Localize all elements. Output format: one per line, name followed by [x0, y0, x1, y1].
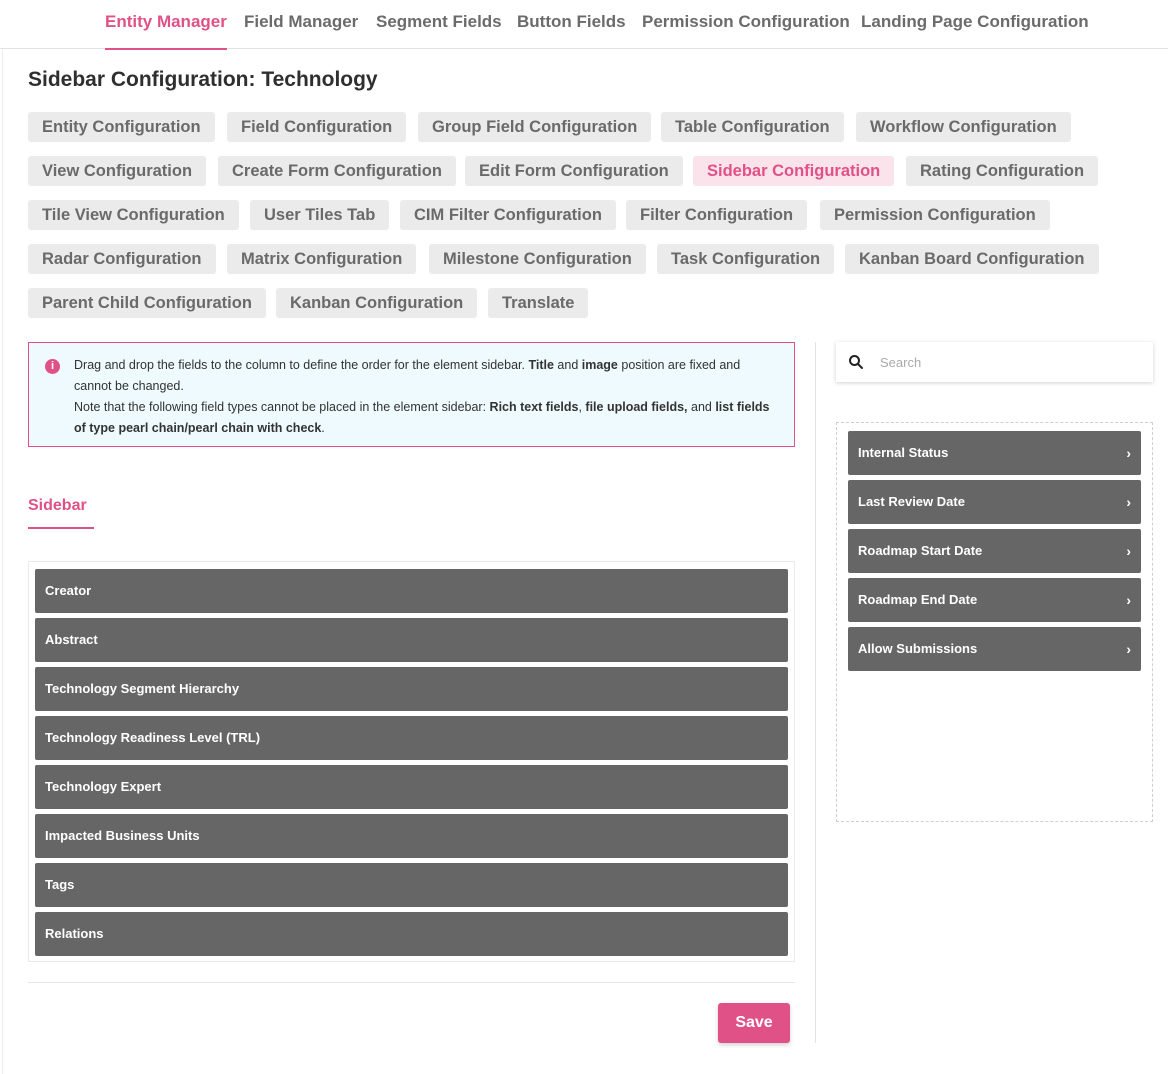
- chevron-right-icon: ›: [1126, 445, 1131, 461]
- sidebar-field-row-partial[interactable]: [35, 961, 788, 962]
- info-message: [28, 342, 795, 447]
- config-tab-sidebar-configuration[interactable]: Sidebar Configuration: [693, 156, 894, 186]
- info-text-segment: .: [321, 421, 325, 435]
- config-tab-user-tiles-tab[interactable]: User Tiles Tab: [250, 200, 389, 230]
- available-field-label: Internal Status: [858, 445, 949, 460]
- config-tab-tile-view-configuration[interactable]: Tile View Configuration: [28, 200, 239, 230]
- info-text-segment: Drag and drop the fields to the column to define the order for the element sidebar.: [74, 358, 529, 372]
- info-text-bold: Rich text fields: [489, 400, 579, 414]
- sidebar-field-row[interactable]: Technology Segment Hierarchy: [35, 667, 788, 711]
- info-text-bold: file upload fields,: [585, 400, 688, 414]
- available-field-row[interactable]: [848, 431, 1141, 475]
- info-text-segment: ,: [578, 400, 586, 414]
- info-text-bold: Title: [528, 358, 554, 372]
- config-tab-radar-configuration[interactable]: Radar Configuration: [28, 244, 216, 274]
- search-box: [836, 342, 1153, 382]
- config-tab-kanban-board-configuration[interactable]: Kanban Board Configuration: [845, 244, 1099, 274]
- search-icon: [848, 354, 864, 370]
- config-tab-workflow-configuration[interactable]: Workflow Configuration: [856, 112, 1071, 142]
- config-tab-view-configuration[interactable]: View Configuration: [28, 156, 206, 186]
- chevron-right-icon: ›: [1126, 592, 1131, 608]
- page-left-border: [2, 49, 3, 1074]
- sidebar-field-row[interactable]: Tags: [35, 863, 788, 907]
- available-field-row[interactable]: [848, 529, 1141, 573]
- info-text-segment: and: [553, 358, 582, 372]
- config-tab-edit-form-configuration[interactable]: Edit Form Configuration: [465, 156, 683, 186]
- info-text-segment: Note that the following field types cannot be placed in the element sidebar:: [74, 400, 490, 414]
- page-title: Sidebar Configuration: Technology: [28, 68, 378, 91]
- nav-tab-landing-page-configuration[interactable]: Landing Page Configuration: [861, 12, 1089, 31]
- nav-tab-segment-fields[interactable]: Segment Fields: [376, 12, 502, 31]
- chevron-right-icon: ›: [1126, 641, 1131, 657]
- chevron-right-icon: ›: [1126, 494, 1131, 510]
- config-tab-table-configuration[interactable]: Table Configuration: [661, 112, 844, 142]
- config-tab-cim-filter-configuration[interactable]: CIM Filter Configuration: [400, 200, 616, 230]
- sidebar-field-row[interactable]: Technology Readiness Level (TRL): [35, 716, 788, 760]
- sidebar-field-row[interactable]: Technology Expert: [35, 765, 788, 809]
- config-tab-parent-child-configuration[interactable]: Parent Child Configuration: [28, 288, 266, 318]
- sidebar-field-row[interactable]: Creator: [35, 569, 788, 613]
- sidebar-field-row[interactable]: Relations: [35, 912, 788, 956]
- sidebar-field-list: [28, 561, 795, 962]
- available-field-row[interactable]: [848, 480, 1141, 524]
- save-button[interactable]: Save: [718, 1003, 790, 1043]
- config-tab-task-configuration[interactable]: Task Configuration: [657, 244, 834, 274]
- config-tab-filter-configuration[interactable]: Filter Configuration: [626, 200, 807, 230]
- available-field-list: [836, 422, 1153, 822]
- nav-tab-button-fields[interactable]: Button Fields: [517, 12, 626, 31]
- config-tab-translate[interactable]: Translate: [488, 288, 588, 318]
- available-field-label: Last Review Date: [858, 494, 965, 509]
- divider: [28, 982, 795, 983]
- info-icon: i: [45, 359, 60, 374]
- nav-tab-permission-configuration[interactable]: Permission Configuration: [642, 12, 850, 31]
- config-tab-kanban-configuration[interactable]: Kanban Configuration: [276, 288, 477, 318]
- nav-tab-field-manager[interactable]: Field Manager: [244, 12, 359, 31]
- nav-tab-entity-manager[interactable]: Entity Manager: [105, 0, 227, 49]
- sidebar-field-row[interactable]: Abstract: [35, 618, 788, 662]
- available-field-label: Roadmap End Date: [858, 592, 978, 607]
- info-text-bold: image: [581, 358, 618, 372]
- config-tab-rating-configuration[interactable]: Rating Configuration: [906, 156, 1098, 186]
- top-navigation: [0, 0, 1168, 49]
- chevron-right-icon: ›: [1126, 543, 1131, 559]
- config-tab-permission-configuration[interactable]: Permission Configuration: [820, 200, 1050, 230]
- config-tab-create-form-configuration[interactable]: Create Form Configuration: [218, 156, 456, 186]
- config-tab-field-configuration[interactable]: Field Configuration: [227, 112, 406, 142]
- available-field-label: Allow Submissions: [858, 641, 978, 656]
- available-field-row[interactable]: [848, 627, 1141, 671]
- available-field-row[interactable]: [848, 578, 1141, 622]
- sidebar-tab[interactable]: Sidebar: [28, 497, 94, 529]
- info-text-segment: position are fixed and cannot be changed.: [74, 358, 741, 393]
- search-input[interactable]: [880, 350, 1140, 374]
- config-tab-entity-configuration[interactable]: Entity Configuration: [28, 112, 215, 142]
- info-text: [74, 355, 780, 439]
- sidebar-field-row[interactable]: Impacted Business Units: [35, 814, 788, 858]
- info-text-bold: list fields of type pearl chain/pearl chain with check: [74, 400, 770, 435]
- column-divider: [815, 342, 816, 1043]
- config-tab-matrix-configuration[interactable]: Matrix Configuration: [227, 244, 416, 274]
- config-tab-group-field-configuration[interactable]: Group Field Configuration: [418, 112, 651, 142]
- available-field-label: Roadmap Start Date: [858, 543, 983, 558]
- config-tab-milestone-configuration[interactable]: Milestone Configuration: [429, 244, 646, 274]
- info-text-segment: and: [687, 400, 716, 414]
